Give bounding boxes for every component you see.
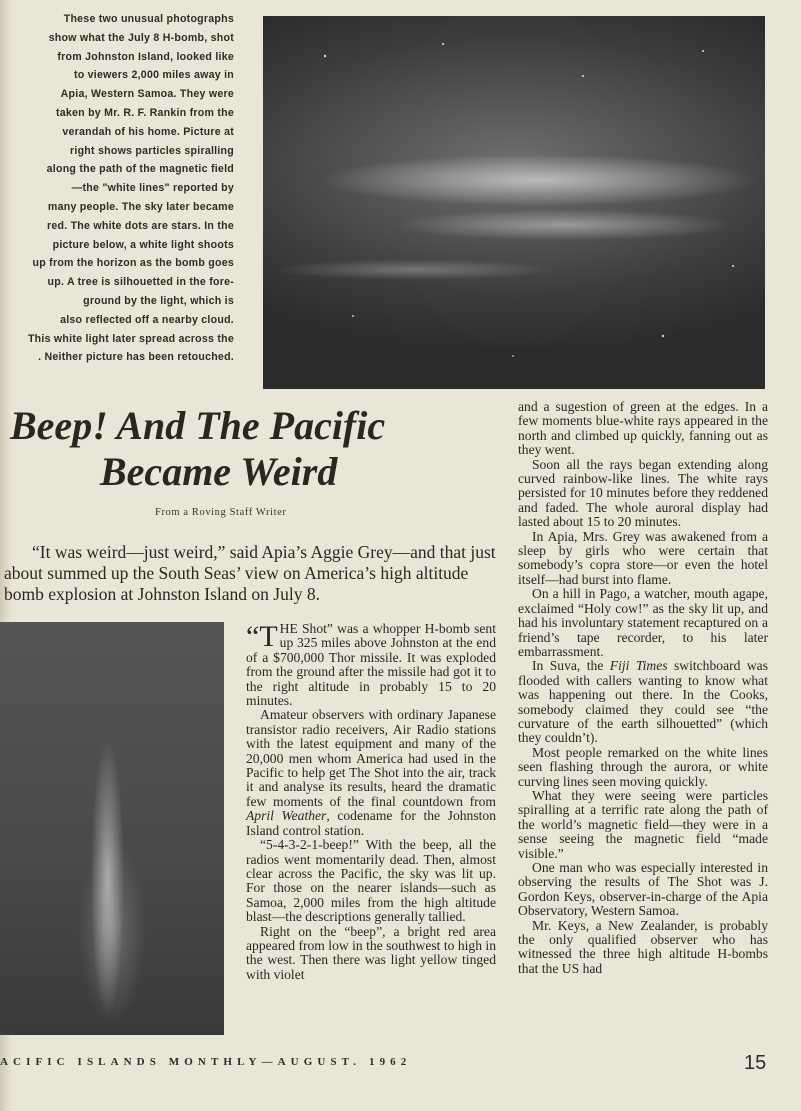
caption-line: also reflected off a nearby cloud.: [60, 313, 234, 326]
paragraph: Right on the “beep”, a bright red area appeared from low in the southwest to high in the west. Then there was light yellow tinged with violet: [246, 923, 496, 982]
caption-line: verandah of his home. Picture at: [62, 125, 234, 138]
newspaper-name-italic: Fiji Times: [609, 658, 668, 674]
aurora-photo: [263, 16, 765, 389]
paragraph-text: HE Shot” was a whopper H-bomb sent up 325 miles above Johnston at the end of a $700,000 Thor missile. It was exploded from the ground after the missile had got it to the right altitude in probably 15 to 20 minutes.: [246, 621, 496, 709]
caption-line: from Johnston Island, looked like: [57, 50, 234, 63]
caption-line: taken by Mr. R. F. Rankin from the: [55, 106, 234, 119]
caption-line: right shows particles spiralling: [70, 144, 234, 157]
caption-line: picture below, a white light shoots: [52, 238, 234, 251]
paragraph: Mr. Keys, a New Zealander, is probably the only qualified observer who has witnessed the three high altitude H-bombs that the US had: [518, 917, 768, 976]
headline: [10, 403, 492, 495]
star-dots: [263, 16, 765, 389]
light-column-photo: [0, 622, 224, 1035]
paragraph: On a hill in Pago, a watcher, mouth agape, exclaimed “Holy cow!” as the sky lit up, and had his involuntary statement recaptured on a friend’s tape recorder, to his later embarrassment.: [518, 586, 768, 659]
caption-line: These two unusual photographs: [63, 13, 234, 25]
standfirst: “It was weird—just weird,” said Apia’s Aggie Grey—and that just about summed up the South Seas’ view on America’s high altitude bomb explosion at Johnston Island on July 8.: [4, 542, 496, 604]
caption-line: Apia, Western Samoa. They were: [60, 88, 234, 101]
caption-line: This white light later spread across the: [27, 332, 234, 345]
paragraph: [246, 708, 496, 838]
caption-line: to viewers 2,000 miles away in: [73, 69, 234, 82]
paragraph-text: , codename for the Johnston Island control station.: [246, 808, 496, 838]
article-column-right: [518, 400, 768, 976]
drop-cap: [246, 620, 278, 653]
paragraph: [246, 622, 496, 708]
headline-line-2: Became Weird: [100, 449, 338, 494]
paragraph: “5-4-3-2-1-beep!” With the beep, all the radios went momentarily dead. Then, almost clear across the Pacific, the sky was lit up. For those on the nearer islands—such as Samoa, 2,000 miles from the high altitude blast—the descriptions generally tallied.: [246, 837, 496, 925]
paragraph-text: switchboard was flooded with callers wanting to know what was happening out there. In the Cooks, somebody claimed they could see “the curvature of the earth silhouetted” (which they couldn’t).: [518, 658, 768, 746]
caption-line: —the "white lines" reported by: [71, 182, 234, 195]
paragraph: and a sugestion of green at the edges. In a few moments blue-white rays appeared in the north and climbed up quickly, fanning out as they went.: [518, 399, 768, 458]
paragraph-text: In Suva, the: [532, 658, 610, 674]
caption-line: along the path of the magnetic field: [46, 163, 234, 176]
caption-line: many people. The sky later became: [47, 200, 234, 213]
codename-italic: April Weather: [246, 808, 327, 824]
page-number: 15: [744, 1052, 767, 1074]
paragraph: What they were seeing were particles spiralling at a terrific rate along the path of the world’s magnetic field—they were in a sense seeing the magnetic field “made visible.”: [518, 787, 768, 861]
caption-line: up from the horizon as the bomb goes: [32, 257, 234, 270]
caption-line: red. The white dots are stars. In the: [46, 219, 234, 232]
caption-line: up. A tree is silhouetted in the fore-: [47, 276, 234, 289]
byline: From a Roving Staff Writer: [155, 507, 287, 518]
photo-caption: [0, 10, 234, 367]
caption-line: ground by the light, which is: [83, 294, 234, 307]
article-column-middle: [246, 622, 496, 982]
opening-quote: “: [246, 620, 260, 653]
paragraph: Most people remarked on the white lines seen flashing through the aurora, or white curving lines seen moving quickly.: [518, 744, 768, 789]
drop-cap-letter: T: [259, 620, 278, 653]
caption-line: . Neither picture has been retouched.: [38, 351, 234, 364]
paragraph: [518, 659, 768, 745]
paragraph: Soon all the rays began extending along curved rainbow-like lines. The white rays persisted for 10 minutes before they reddened and faded. The whole auroral display had lasted about 15 to 20 minutes.: [518, 456, 768, 530]
paragraph-text: Amateur observers with ordinary Japanese transistor radio receivers, Air Radio stations with the latest equipment and many of the 20,000 men whom America had used in the Pacific to help get The Shot into the air, track it and analyse its results, heard the dramatic few moments of the final countdown from: [246, 707, 496, 809]
paragraph: One man who was especially interested in observing the results of The Shot was J. Gordon Keys, observer-in-charge of the Apia Observatory, Western Samoa.: [518, 860, 768, 919]
running-title: ACIFIC ISLANDS MONTHLY—AUGUST. 1962: [0, 1056, 412, 1068]
headline-line-1: Beep! And The Pacific: [10, 403, 386, 448]
paragraph: In Apia, Mrs. Grey was awakened from a sleep by girls who were certain that somebody’s copra store—or even the hotel itself—had burst into flame.: [518, 528, 768, 587]
caption-line: show what the July 8 H-bomb, shot: [48, 31, 234, 44]
page-footer: [0, 1052, 801, 1082]
